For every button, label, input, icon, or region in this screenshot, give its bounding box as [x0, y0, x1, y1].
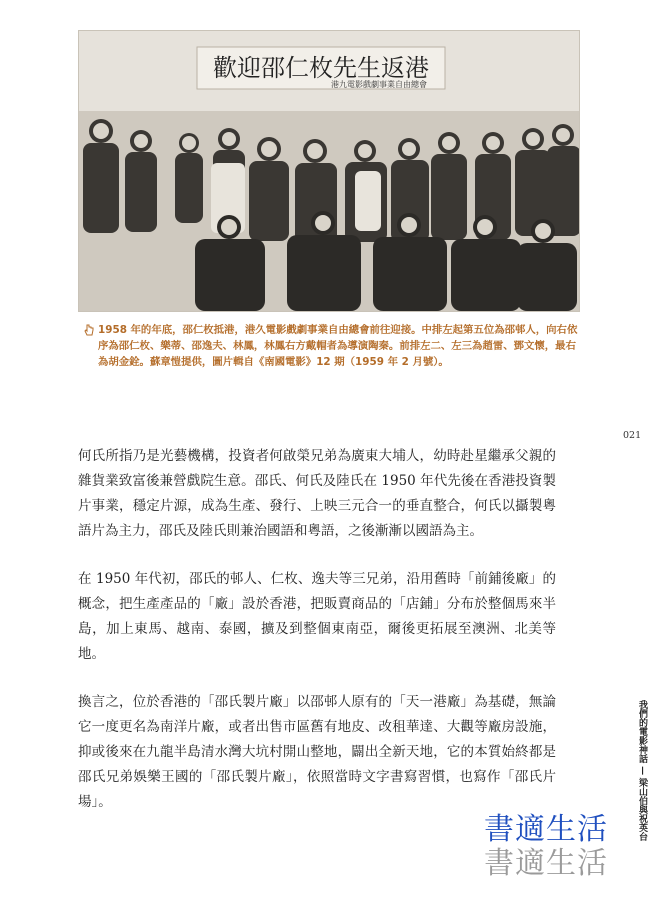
- running-head: 我們的電影神話 — 梁山伯與祝英台: [637, 700, 647, 842]
- banner-subtext: 港九電影戲劇事業自由總會: [331, 80, 427, 89]
- hand-pointer-icon: [84, 324, 94, 336]
- paragraph-3: 換言之，位於香港的「邵氏製片廠」以邵邨人原有的「天一港廠」為基礎，無論它一度更名為南洋片廠，或者出售市區舊有地皮、改租華達、大觀等廠房設施，抑或後來在九龍半島清水灣大坑村開山整地，闢出全新天地，它的本質始終都是邵氏兄弟娛樂王國的「邵氏製片廠」，依照當時文字書寫習慣，也寫作「邵氏片場」。: [78, 694, 556, 810]
- banner-text: 歡迎邵仁枚先生返港: [213, 54, 429, 82]
- group-photo-illustration: [79, 31, 579, 311]
- paragraph-1: 何氏所指乃是光藝機構，投資者何啟榮兄弟為廣東大埔人，幼時赴星繼承父親的雜貨業致富後兼營戲院生意。邵氏、何氏及陸氏在 1950 年代先後在香港投資製片事業，穩定片源，成為生產、發行、上映三元合一的垂直整合，何氏以攝製粵語片為主力，邵氏及陸氏則兼治國語和粵語，之後漸漸以國語為主。: [78, 448, 556, 539]
- watermark-logo-gray: 書適生活: [484, 846, 608, 881]
- page-number: 021: [623, 430, 642, 441]
- photo-caption: [84, 322, 584, 370]
- watermark-logo-blue: 書適生活: [484, 812, 608, 847]
- group-photo: [78, 30, 580, 312]
- paragraph-2: 在 1950 年代初，邵氏的邨人、仁枚、逸夫等三兄弟，沿用舊時「前鋪後廠」的概念，把生產產品的「廠」設於香港，把販賣商品的「店鋪」分布於整個馬來半島，加上東馬、越南、泰國，擴及到整個東南亞，爾後更拓展至澳洲、北美等地。: [78, 571, 556, 662]
- main-text: [78, 444, 556, 838]
- caption-text: 1958 年的年底，邵仁枚抵港，港久電影戲劇事業自由總會前往迎接。中排左起第五位為邵邨人，向右依序為邵仁枚、樂蒂、邵逸夫、林鳳，林鳳右方戴帽者為導演陶秦。前排左二、左三為趙雷、鄧文懷，最右為胡金銓。蘇章愷提供，圖片輯自《南國電影》12 期（1959 年 2 月號）。: [98, 324, 578, 368]
